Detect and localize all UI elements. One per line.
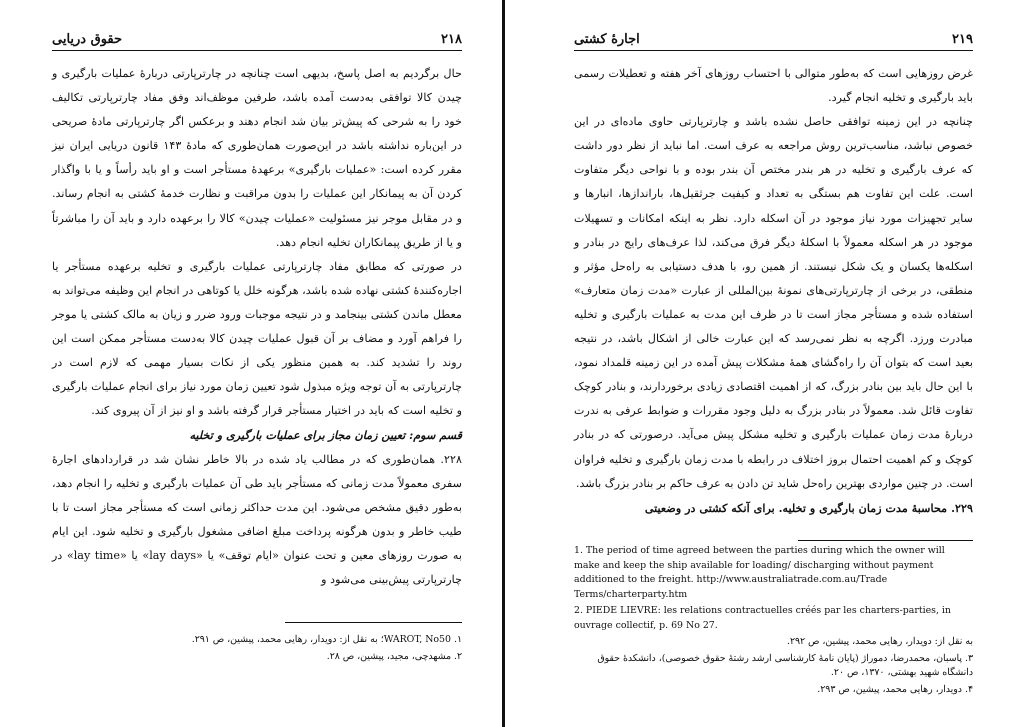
footnote-rule bbox=[285, 622, 462, 623]
footnote: ۲. مشهدچی، مجید، پیشین، ص ۲۸. bbox=[326, 650, 462, 662]
footnotes bbox=[574, 544, 973, 699]
paragraph: ۲۲۹. محاسبهٔ مدت زمان بارگیری و تخلیه. برای آنکه کشتی در وضعیتی bbox=[644, 500, 973, 515]
paragraph: غرض روزهایی است که به‌طور متوالی با احتساب روزهای آخر هفته و تعطیلات رسمی باید بارگیری و تخلیه انجام گیرد. bbox=[574, 67, 973, 105]
footnote-fa: ۳. پاسبان، محمدرضا، دموراژ (پایان نامهٔ کارشناسی ارشد رشتهٔ حقوق خصوصی)، دانشکدهٔ حقوق دانشگاه شهید بهشتی، ۱۳۷۰، ص ۲۰. bbox=[597, 652, 973, 678]
body-text bbox=[574, 62, 973, 520]
page-header bbox=[52, 32, 462, 47]
running-title: اجارهٔ کشتی bbox=[574, 32, 640, 47]
page-header bbox=[574, 32, 973, 47]
running-title: حقوق دریایی bbox=[52, 32, 123, 47]
page-number: ۲۱۹ bbox=[952, 32, 973, 47]
footnote-fa: به نقل از: دویدار، رهایی محمد، پیشین، ص ۲۹۲. bbox=[786, 636, 973, 647]
right-page bbox=[508, 0, 1009, 727]
footnote-rule bbox=[798, 540, 973, 541]
body-text bbox=[52, 62, 462, 592]
section-heading: قسم سوم: تعیین زمان مجاز برای عملیات بارگیری و تخلیه bbox=[189, 428, 462, 443]
paragraph: در صورتی که مطابق مفاد چارترپارتی عملیات بارگیری و تخلیه برعهده مستأجر یا اجاره‌کنندهٔ کشتی نهاده شده باشد، هرگونه خلل یا کوتاهی در انجام این وظیفه می‌تواند به معطل ماندن کشتی بینجامد و در نتیجه موجبات ورود ضرر و زیان به مالک کشتی یا موجر را فراهم آورد و مضاف بر آن قبول عملیات چیدن کالا به‌دست مستأجر ممکن است این روند را تشدید کند. به همین منظور یکی از نکات بسیار مهمی که لازم است در چارترپارتی به آن توجه ویژه مبذول شود تعیین زمان مورد نیاز برای انجام عملیات بارگیری و تخلیه است که باید در اختیار مستأجر قرار گرفته باشد و او نیز از آن پیروی کند. bbox=[52, 259, 462, 418]
header-rule bbox=[52, 50, 462, 51]
paragraph: حال برگردیم به اصل پاسخ، بدیهی است چنانچه در چارترپارتی دربارهٔ عملیات بارگیری و چیدن کالا توافقی به‌دست آمده باشد، طرفین موظف‌اند وفق مفاد چارترپارتی تکالیف خود را به شرحی که پیش‌تر بیان شد انجام دهند و برعکس اگر چارترپارتی مادهٔ صریحی در این‌باره نداشته باشد در این‌صورت همان‌طوری که مادهٔ ۱۴۳ قانون دریایی ایران نیز مقرر کرده است: «عملیات بارگیری» برعهدهٔ مستأجر است و او باید رأساً و یا با واگذار کردن آن به پیمانکار این عملیات را بدون مراقبت و نظارت خدمهٔ کشتی به انجام رساند. و در مقابل موجر نیز مسئولیت «عملیات چیدن» کالا را برعهده دارد و باید آن را مباشرتاً و یا از طریق پیمانکاران تخلیه انجام دهد. bbox=[52, 67, 462, 249]
footnote-en: 2. PIEDE LIEVRE: les relations contractuelles créés par les charters-parties, in ouvrage collectif, p. 69 No 27. bbox=[574, 605, 951, 631]
header-rule bbox=[574, 50, 973, 51]
paragraph: چنانچه در این زمینه توافقی حاصل نشده باشد و چارترپارتی حاوی ماده‌ای در این خصوص نباشد، مناسب‌ترین روش مراجعه به عرف است. اما نباید از نظر دور داشت که عرف بارگیری و تخلیه در هر بندر مختص آن بندر بوده و با نواحی دیگر متفاوت است. علت این تفاوت هم بستگی به تعداد و کیفیت جرثقیل‌ها، بارانداز‌ها، انبارها و سایر تجهیزات مورد نیاز موجود در آن اسکله دارد. نظر به اینکه امکانات و تسهیلات موجود در هر اسکله معمولاً با اسکلهٔ دیگر فرق می‌کند، لذا عرف‌های رایج در بنادر و اسکله‌ها یکسان و یک شکل نیستند. از همین رو، با هدف دستیابی به راه‌حل مؤثر و منطقی، در برخی از چارترپارتی‌های نمونهٔ بین‌المللی از عبارت «مدت زمان متعارف» استفاده شده و مستأجر مجاز است تا در ظرف این مدت به عملیات بارگیری و تخلیه مبادرت ورزد. اگرچه به نظر نمی‌رسد که این عبارت خالی از اشکال باشد، در نتیجه بعید است که بتوان آن را راه‌گشای همهٔ مشکلات پیش آمده در این زمینه قلمداد نمود، با این حال باید بین بنادر بزرگ، که از اهمیت اقتصادی زیادی برخوردارند، و بنادر کوچک تفاوت قائل شد. معمولاً در بنادر بزرگ به دلیل وجود مقررات و ضوابط عرفی به ندرت دربارهٔ مدت زمان عملیات بارگیری و تخلیه مشکل پیش می‌آید. درصورتی که در بنادر کوچک و کم اهمیت احتمال بروز اختلاف در رابطه با مدت زمان بارگیری و تخلیه فراوان است. در چنین مواردی بهترین راه‌حل شاید تن دادن به عرف حاکم بر بنادر بزرگ باشد. bbox=[574, 115, 973, 490]
paragraph: ۲۲۸. همان‌طوری که در مطالب یاد شده در بالا خاطر نشان شد در قراردادهای اجارهٔ سفری معمولاً مدت زمانی که مستأجر باید طی آن عملیات بارگیری و تخلیه را انجام دهد، به‌طور دقیق مشخص می‌شود. این مدت حداکثر زمانی است که مستأجر مجاز است تا با طیب خاطر و بدون هرگونه پرداخت مبلغ اضافی مشغول بارگیری و تخلیه شود. این ایام به صورت روزهای معین و تحت عنوان «ایام توقف» یا «lay days» یا «lay time» در چارترپارتی پیش‌بینی می‌شود و bbox=[52, 452, 462, 586]
page-number: ۲۱۸ bbox=[441, 32, 462, 47]
footnote-en: 1. The period of time agreed between the parties during which the owner will make and keep the ship available for loading/ discharging without payment additioned to the freight. http://www.australiatrade.com.au/Trade Terms/charterparty.htm bbox=[574, 545, 945, 600]
footnote-fa: ۴. دویدار، رهایی محمد، پیشین، ص ۲۹۳. bbox=[817, 683, 973, 695]
footnote: ۱. WAROT, No50؛ به نقل از: دویدار، رهایی محمد، پیشین، ص ۲۹۱. bbox=[191, 634, 462, 645]
footnotes bbox=[52, 633, 462, 666]
